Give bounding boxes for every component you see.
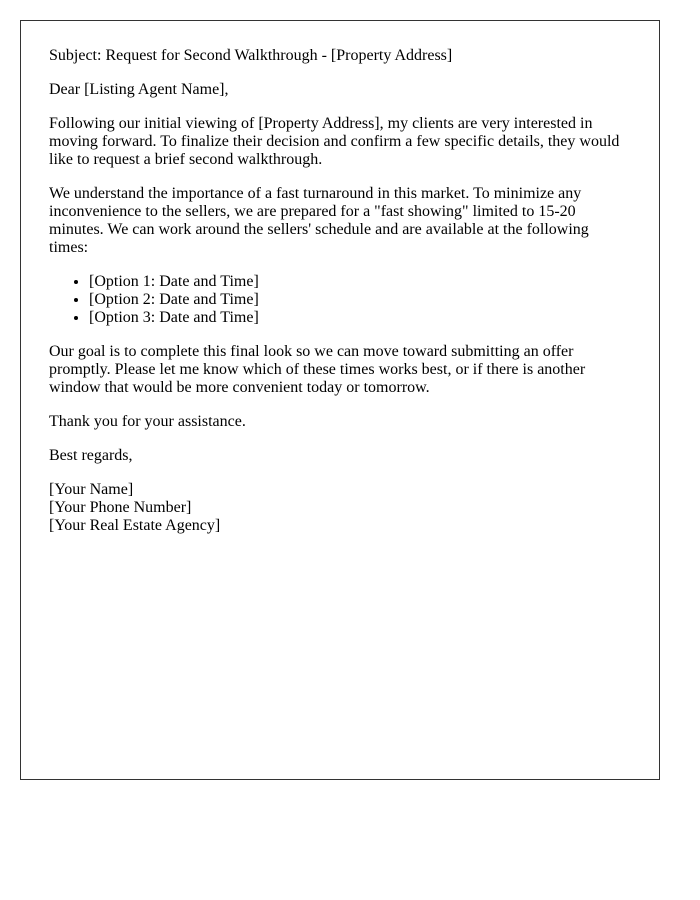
list-item: • [Option 3: Date and Time] (89, 309, 631, 327)
closing-line: Best regards, (49, 447, 133, 464)
signature-agency: [Your Real Estate Agency] (49, 517, 221, 534)
list-item: • [Option 2: Date and Time] (89, 291, 631, 309)
subject-line: Subject: Request for Second Walkthrough - [Property Address] (49, 47, 453, 64)
body-paragraph-3: Our goal is to complete this final look so we can move toward submitting an offer promptly. Please let me know which of these times works best, or if there is another window that would be more convenient today or tomorrow. (49, 343, 586, 396)
salutation: Dear [Listing Agent Name], (49, 81, 229, 98)
body-paragraph-2: We understand the importance of a fast turnaround in this market. To minimize any inconvenience to the sellers, we are prepared for a "fast showing" limited to 15-20 minutes. We can work around the sellers' schedule and are available at the following times: (49, 185, 589, 256)
body-paragraph-1: Following our initial viewing of [Property Address], my clients are very interested in moving forward. To finalize their decision and confirm a few specific details, they would like to request a brief second walkthrough. (49, 115, 620, 168)
signature-phone: [Your Phone Number] (49, 499, 192, 516)
thanks-line: Thank you for your assistance. (49, 413, 246, 430)
signature-name: [Your Name] (49, 481, 134, 498)
list-item: • [Option 1: Date and Time] (89, 273, 631, 291)
time-options-list (49, 273, 631, 327)
letter-document (20, 20, 660, 780)
signature-block (49, 481, 631, 535)
